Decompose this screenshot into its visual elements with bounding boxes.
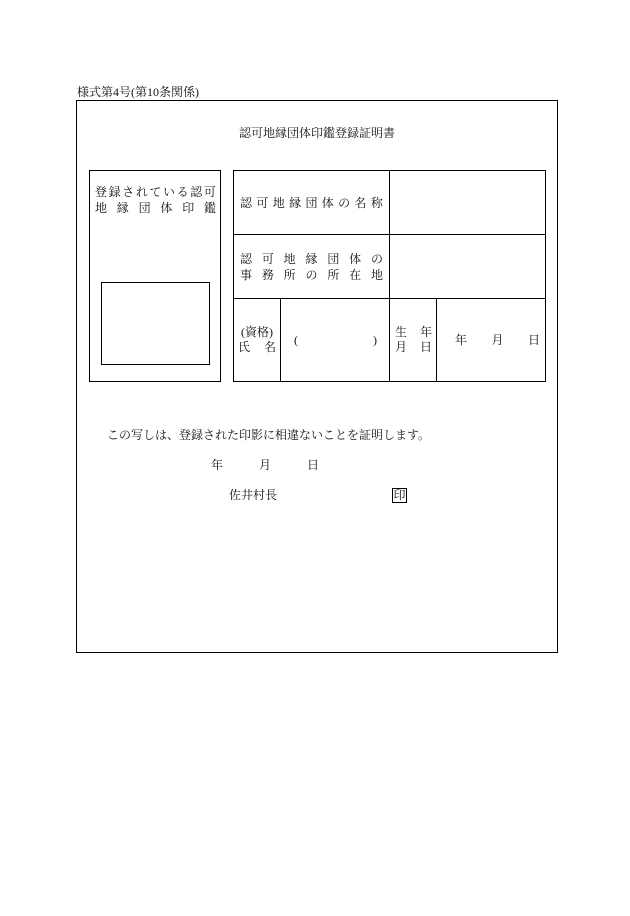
label-char: 団 xyxy=(138,201,151,215)
label-char: 認 xyxy=(240,195,253,210)
label-char: 地 xyxy=(272,195,285,210)
label-char: 事 xyxy=(240,267,253,282)
label-char: 生 xyxy=(395,325,408,339)
group-name-value xyxy=(390,171,545,234)
label-char: 体 xyxy=(321,195,334,210)
label-char: 年 xyxy=(419,325,432,339)
birth-date-day-label: 日 xyxy=(527,333,540,347)
label-char: の xyxy=(370,251,383,266)
label-char: 録 xyxy=(108,185,121,199)
group-name-label xyxy=(240,196,383,210)
label-char: 地 xyxy=(95,201,108,215)
label-char: て xyxy=(149,185,162,199)
label-char: 名 xyxy=(263,340,276,354)
office-address-label-line1 xyxy=(240,251,383,267)
seal-imprint-area xyxy=(101,282,210,365)
label-char: 地 xyxy=(370,267,383,282)
certification-date xyxy=(211,458,319,472)
label-char: の xyxy=(305,267,318,282)
office-address-label-cell xyxy=(234,235,389,298)
label-char: 縁 xyxy=(289,195,302,210)
label-char: 認 xyxy=(240,251,253,266)
office-address-value xyxy=(390,235,545,298)
label-char: 可 xyxy=(256,195,269,210)
label-char: 縁 xyxy=(116,201,129,215)
birth-date-label-line1 xyxy=(395,325,432,340)
representative-name-label xyxy=(238,340,276,355)
label-char: 所 xyxy=(283,267,296,282)
official-seal-mark: 印 xyxy=(393,488,406,502)
label-char: の xyxy=(338,195,351,210)
birth-date-year-label: 年 xyxy=(455,333,468,347)
office-address-label-line2 xyxy=(240,267,383,283)
label-char: る xyxy=(176,185,189,199)
details-table xyxy=(233,170,546,382)
qualification-paren-open: ( xyxy=(294,333,298,347)
certification-statement: この写しは、登録された印影に相違ないことを証明します。 xyxy=(107,428,431,442)
label-char: 月 xyxy=(395,340,408,354)
label-char: 登 xyxy=(95,185,108,199)
label-char: さ xyxy=(122,185,135,199)
birth-date-value-cell xyxy=(437,299,545,381)
label-char: 体 xyxy=(349,251,362,266)
certification-date-year-label: 年 xyxy=(211,458,224,472)
label-char: 団 xyxy=(305,195,318,210)
label-char: れ xyxy=(135,185,148,199)
label-char: 体 xyxy=(160,201,173,215)
birth-date-label-line2 xyxy=(395,340,432,355)
label-char: 団 xyxy=(327,251,340,266)
label-char: 在 xyxy=(349,267,362,282)
certification-date-day-label: 日 xyxy=(306,458,319,472)
label-char: 務 xyxy=(261,267,274,282)
label-char: 認 xyxy=(190,185,203,199)
label-char: 可 xyxy=(261,251,274,266)
label-char: 可 xyxy=(203,185,216,199)
registered-seal-box xyxy=(89,170,221,382)
group-name-label-cell xyxy=(234,171,389,234)
representative-value-cell xyxy=(281,299,389,381)
label-char: 鑑 xyxy=(203,201,216,215)
birth-date-label-cell xyxy=(390,299,436,381)
certificate-title: 認可地縁団体印鑑登録証明書 xyxy=(238,126,395,140)
registered-seal-label-line1 xyxy=(95,185,216,199)
label-char: 氏 xyxy=(238,340,251,354)
label-char: 日 xyxy=(419,340,432,354)
certificate-frame xyxy=(76,100,558,653)
label-char: 称 xyxy=(370,195,383,210)
label-char: 印 xyxy=(182,201,195,215)
form-number: 様式第4号(第10条関係) xyxy=(77,85,199,99)
qualification-paren-close: ) xyxy=(373,333,377,347)
certification-date-month-label: 月 xyxy=(258,458,271,472)
birth-date-month-label: 月 xyxy=(491,333,504,347)
label-char: 名 xyxy=(354,195,367,210)
registered-seal-label-line2 xyxy=(95,201,216,215)
label-char: 所 xyxy=(327,267,340,282)
label-char: い xyxy=(163,185,176,199)
label-char: 縁 xyxy=(305,251,318,266)
qualification-label: (資格) xyxy=(241,325,273,339)
issuer-title: 佐井村長 xyxy=(229,488,278,502)
representative-label-cell xyxy=(234,299,280,381)
label-char: 地 xyxy=(283,251,296,266)
